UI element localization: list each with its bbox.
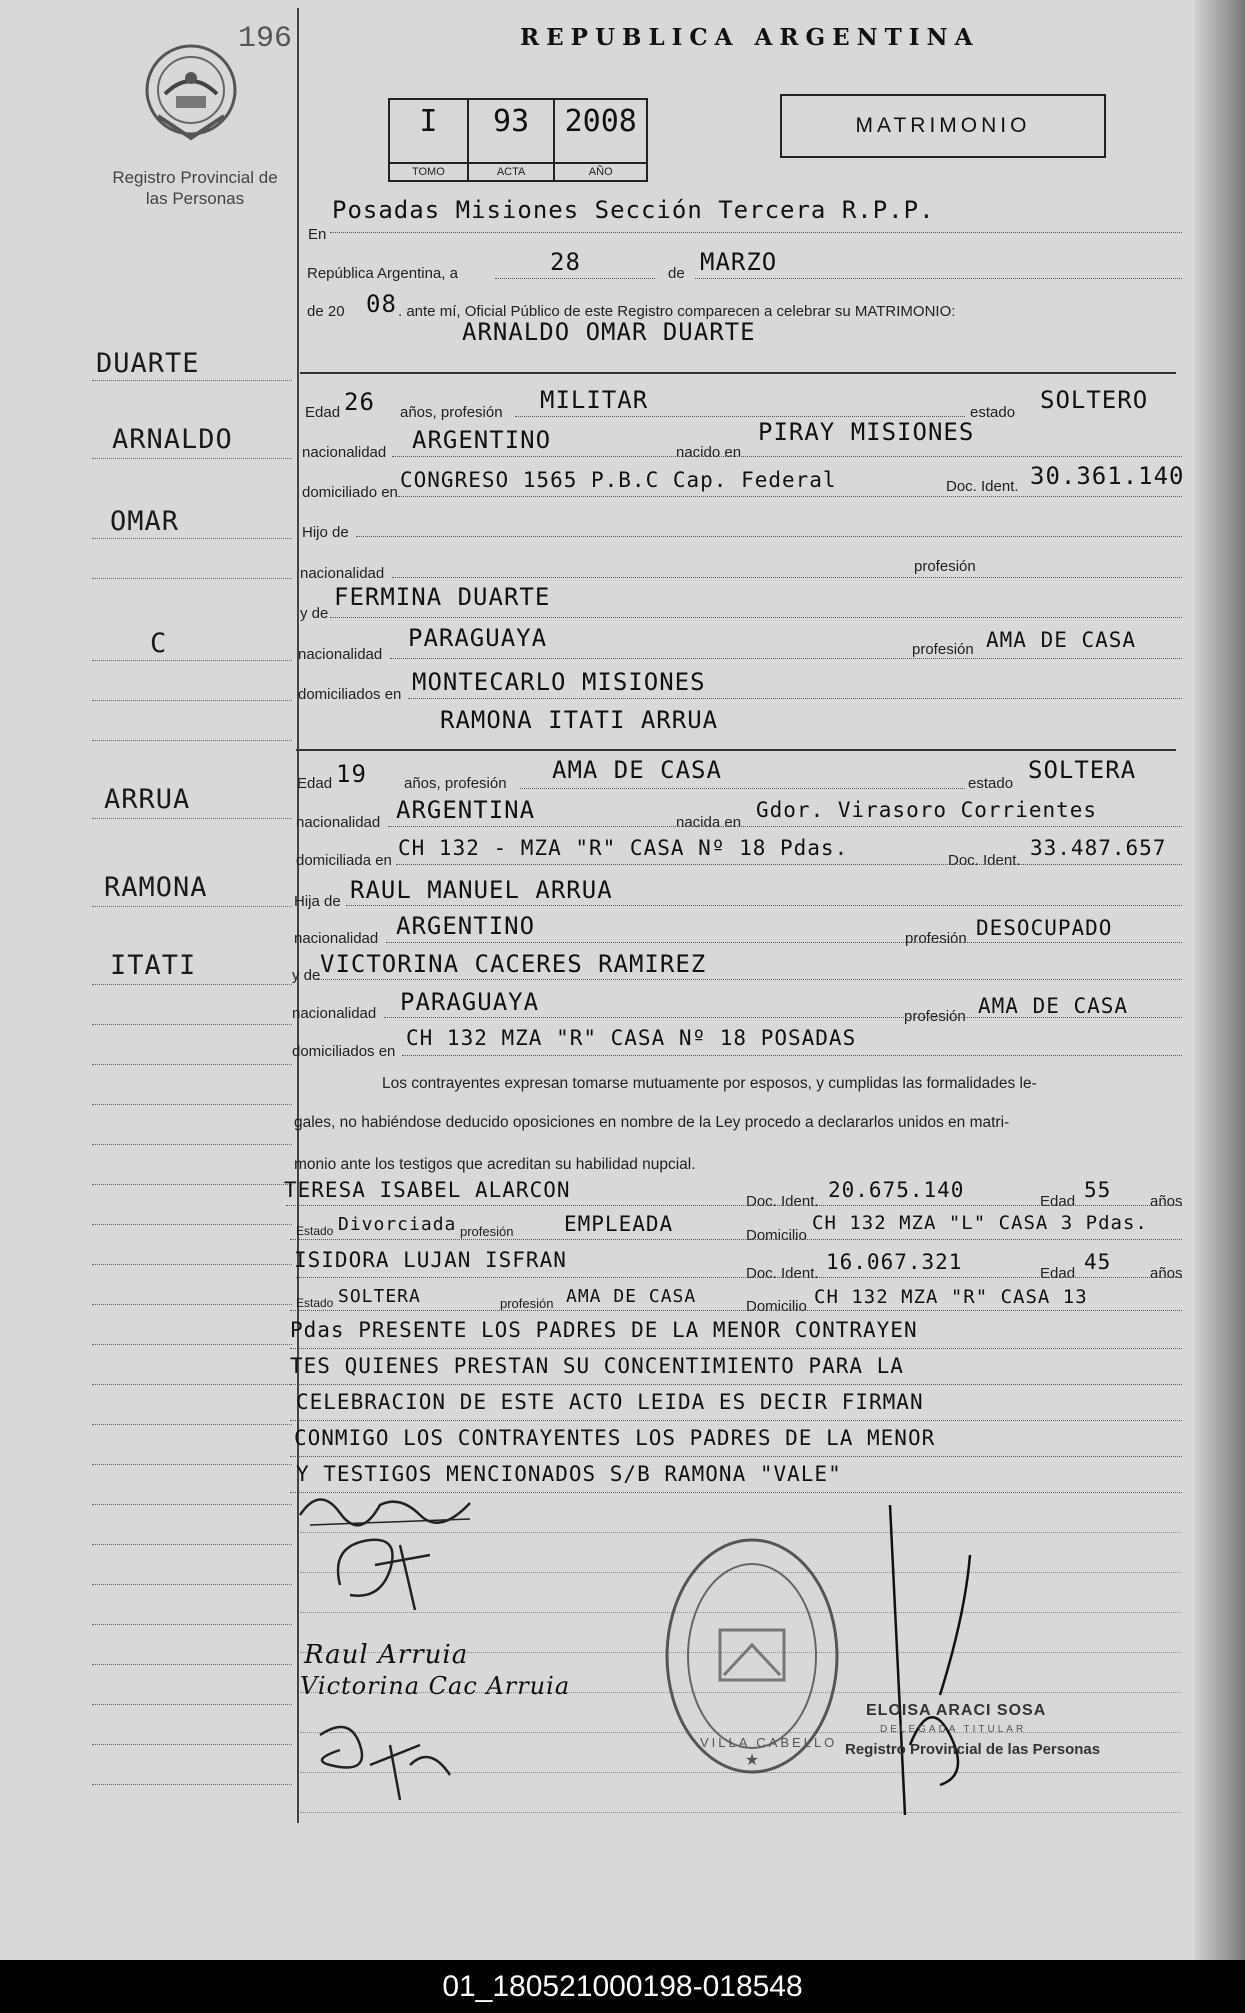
signature-3: Raul Arruia [304,1640,469,1670]
margin-line [92,1104,292,1105]
bride-nationality: ARGENTINA [396,796,536,824]
margin-line [92,1464,292,1465]
nacido-label: nacido en [676,444,742,461]
place-value: Posadas Misiones Sección Tercera R.P.P. [332,196,935,224]
witness-1-address: CH 132 MZA "L" CASA 3 Pdas. [812,1212,1148,1234]
page-binding [1195,0,1245,1960]
margin-line [92,1624,292,1625]
witness-2-profession: AMA DE CASA [566,1286,697,1307]
fill-line [290,1310,1182,1311]
margin-line [92,538,292,539]
anos-label: años [1150,1265,1183,1282]
margin-connector: C [150,628,168,659]
fill-line [390,658,1182,659]
doc-label: Doc. Ident. [948,852,1021,869]
bride-full-name: RAMONA ITATI ARRUA [440,706,719,734]
en-label: En [308,226,327,243]
witness-2-name: ISIDORA LUJAN ISFRAN [294,1248,567,1272]
fill-line [520,788,965,789]
fill-line [388,826,1182,827]
provincial-seal-icon [140,38,242,148]
margin-line [92,1344,292,1345]
nacida-label: nacida en [676,814,742,831]
signature-official [870,1495,1010,1825]
note-line: CELEBRACION DE ESTE ACTO LEIDA ES DECIR FIRMAN [296,1390,924,1414]
fill-line [396,864,1182,865]
fill-line [330,617,1182,618]
witness-2-age: 45 [1084,1250,1112,1274]
anos-label: años [1150,1193,1183,1210]
year-suffix-value: 08 [366,290,397,318]
witness-1-name: TERESA ISABEL ALARCON [284,1178,571,1202]
margin-line [92,1184,292,1185]
tomo-label: TOMO [390,162,467,180]
margin-bride-surname: ARRUA [104,784,191,815]
margin-line [92,1704,292,1705]
page-number: 196 [238,22,293,56]
fill-line [290,1420,1182,1421]
republica-label: República Argentina, a [307,265,458,282]
note-line: Pdas PRESENTE LOS PADRES DE LA MENOR CONTRAYEN [290,1318,918,1342]
witness-2-doc: 16.067.321 [826,1250,963,1274]
edad-label: Edad [297,775,333,792]
fill-line [318,979,1182,980]
fill-line [408,698,1182,699]
margin-line [92,578,292,579]
margin-line [92,1504,292,1505]
blank-line [300,1812,1180,1813]
registration-table [388,98,648,182]
bride-civil-status: SOLTERA [1028,756,1137,784]
signature-4: Victorina Cac Arruia [300,1672,571,1700]
official-title: DELEGADA TITULAR [880,1724,1027,1735]
margin-line [92,1224,292,1225]
groom-profession: MILITAR [540,386,649,414]
acta-value: 93 [493,104,530,139]
fill-line [290,1456,1182,1457]
bride-mother-nationality: PARAGUAYA [400,988,540,1016]
witness-1-profession: EMPLEADA [564,1212,674,1236]
fill-line [296,1277,1182,1278]
bride-mother: VICTORINA CACERES RAMIREZ [320,950,707,978]
groom-civil-status: SOLTERO [1040,386,1149,414]
mother-prof-label: profesión [912,641,974,658]
official-registry: Registro Provincial de las Personas [845,1741,1101,1758]
signature-5 [300,1705,460,1805]
margin-line [92,1664,292,1665]
bride-profession: AMA DE CASA [552,756,722,784]
witness-1-doc: 20.675.140 [828,1178,965,1202]
fill-line [392,577,1182,578]
fill-line [398,496,1182,497]
father-nat-label: nacionalidad [294,930,379,947]
dom-label: Domicilio [746,1227,807,1244]
margin-line [92,1144,292,1145]
margin-line [92,458,292,459]
groom-address: CONGRESO 1565 P.B.C Cap. Federal [400,468,837,492]
anos-profesion-label: años, profesión [404,775,507,792]
margin-line [92,984,292,985]
margin-line [92,906,292,907]
fill-line [402,1055,1182,1056]
note-line: Y TESTIGOS MENCIONADOS S/B RAMONA "VALE" [296,1462,842,1486]
official-name: ELOISA ARACI SOSA [866,1702,1047,1719]
fill-line [392,456,1182,457]
anio-cell [555,100,646,180]
domiciliada-label: domiciliada en [296,852,392,869]
svg-text:★: ★ [744,1750,760,1769]
fill-line [330,232,1182,233]
dom-label: Domicilio [746,1298,807,1315]
groom-doc: 30.361.140 [1030,462,1185,490]
fill-line [495,278,655,279]
witness-2-address: CH 132 MZA "R" CASA 13 [814,1286,1088,1308]
margin-line [92,1384,292,1385]
note-line: TES QUIENES PRESTAN SU CONCENTIMIENTO PARA LA [290,1354,904,1378]
domiciliado-label: domiciliado en [302,484,398,501]
country-title: REPUBLICA ARGENTINA [520,24,980,51]
fill-line [346,905,1182,906]
edad-label: Edad [1040,1265,1076,1282]
estado-label: Estado [296,1296,334,1310]
parents-dom-label: domiciliados en [298,686,402,703]
witness-1-civil-status: Divorciada [338,1214,457,1235]
edad-label: Edad [1040,1193,1076,1210]
margin-line [92,1784,292,1785]
fill-line [286,1205,1182,1206]
prof-label: profesión [460,1224,514,1239]
section-rule [296,749,1176,751]
acta-label: ACTA [469,162,554,180]
margin-bride-first-name: RAMONA [104,872,208,903]
bride-birthplace: Gdor. Virasoro Corrientes [756,798,1098,822]
yde-label: y de [300,605,329,622]
groom-birthplace: PIRAY MISIONES [758,418,975,446]
fill-line [290,1239,1182,1240]
margin-groom-first-name: ARNALDO [112,424,233,455]
registry-name: Registro Provincial de las Personas [112,168,278,208]
day-value: 28 [550,248,581,276]
margin-line [92,740,292,741]
margin-line [92,1584,292,1585]
bride-parents-address: CH 132 MZA "R" CASA Nº 18 POSADAS [406,1026,857,1050]
legal-text-line: gales, no habiéndose deducido oposiciones en nombre de la Ley procedo a declararlos unidos en matri- [294,1114,1010,1131]
margin-line [92,660,292,661]
legal-text-line: Los contrayentes expresan tomarse mutuamente por esposos, y cumplidas las formalidades le- [382,1075,1037,1092]
groom-mother-nationality: PARAGUAYA [408,624,548,652]
yde-label: y de [292,967,321,984]
doc-label: Doc. Ident. [946,478,1019,495]
hijo-label: Hijo de [302,524,349,541]
father-prof-label: profesión [914,558,976,575]
legal-text-line: monio ante los testigos que acreditan su habilidad nupcial. [294,1156,696,1173]
margin-line [92,700,292,701]
groom-nationality: ARGENTINO [412,426,552,454]
margin-column [0,0,298,1960]
father-prof-label: profesión [905,930,967,947]
bride-father-profession: DESOCUPADO [976,916,1113,940]
fill-line [356,536,1182,537]
mother-nat-label: nacionalidad [292,1005,377,1022]
fill-line [290,1384,1182,1385]
month-value: MARZO [700,248,778,276]
margin-groom-second-name: OMAR [110,506,180,537]
margin-line [92,1304,292,1305]
bride-doc: 33.487.657 [1030,836,1167,860]
parents-dom-label: domiciliados en [292,1043,396,1060]
hija-label: Hija de [294,893,341,910]
signature-2 [320,1525,460,1615]
bride-father-nationality: ARGENTINO [396,912,536,940]
margin-line [92,818,292,819]
estado-label: Estado [296,1224,334,1238]
doc-label: Doc. Ident. [746,1193,819,1210]
mother-prof-label: profesión [904,1008,966,1025]
groom-parents-address: MONTECARLO MISIONES [412,668,706,696]
mother-nat-label: nacionalidad [298,646,383,663]
bride-age: 19 [336,760,367,788]
margin-line [92,380,292,381]
bride-father: RAUL MANUEL ARRUA [350,876,613,904]
fill-line [515,416,965,417]
stamp-text: VILLA CABELLO [700,1735,838,1750]
witness-2-civil-status: SOLTERA [338,1286,421,1307]
tomo-cell [390,100,469,180]
margin-line [92,1424,292,1425]
margin-groom-surname: DUARTE [96,348,200,379]
margin-line [92,1264,292,1265]
scan-footer-id: 01_180521000198-018548 [0,1960,1245,2013]
fill-line [695,278,1182,279]
fill-line [386,942,1182,943]
doc-label: Doc. Ident. [746,1265,819,1282]
estado-label: estado [968,775,1014,792]
groom-full-name: ARNALDO OMAR DUARTE [462,318,756,346]
anio-label: AÑO [555,162,646,180]
margin-line [92,1544,292,1545]
section-rule [300,372,1176,374]
year-prefix: de 20 [307,303,345,320]
tomo-value: I [419,104,438,139]
fill-line [290,1348,1182,1349]
de-label: de [668,265,685,282]
column-separator [297,8,299,1823]
document-type: MATRIMONIO [780,94,1106,158]
margin-bride-second-name: ITATI [110,950,197,981]
edad-label: Edad [305,404,341,421]
father-nat-label: nacionalidad [300,565,385,582]
bride-address: CH 132 - MZA "R" CASA Nº 18 Pdas. [398,836,849,860]
anos-profesion-label: años, profesión [400,404,503,421]
bride-mother-profession: AMA DE CASA [978,994,1129,1018]
note-line: CONMIGO LOS CONTRAYENTES LOS PADRES DE LA MENOR [294,1426,936,1450]
groom-mother: FERMINA DUARTE [334,583,551,611]
prof-label: profesión [500,1296,554,1311]
margin-line [92,1064,292,1065]
margin-line [92,1024,292,1025]
opening-statement: . ante mí, Oficial Público de este Registro comparecen a celebrar su MATRIMONIO: [398,303,956,320]
anio-value: 2008 [564,104,637,139]
margin-line [92,1744,292,1745]
acta-cell [469,100,556,180]
nacionalidad-label: nacionalidad [296,814,381,831]
groom-age: 26 [344,388,375,416]
nacionalidad-label: nacionalidad [302,444,387,461]
fill-line [384,1017,1182,1018]
estado-label: estado [970,404,1016,421]
witness-1-age: 55 [1084,1178,1112,1202]
groom-mother-profession: AMA DE CASA [986,628,1137,652]
